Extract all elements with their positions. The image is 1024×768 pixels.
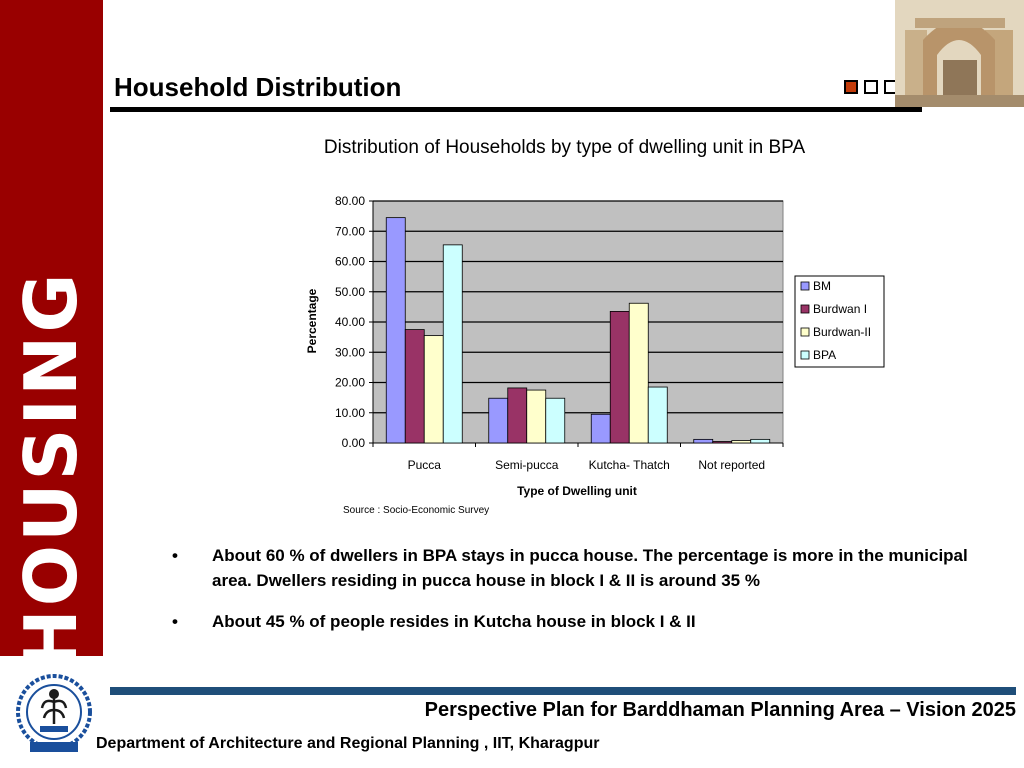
x-tick-label: Not reported [698,458,766,472]
legend-swatch [801,282,809,290]
title-divider [110,107,922,112]
bar [751,439,770,443]
nav-square-1[interactable] [844,80,858,94]
section-label: HOUSING [9,270,93,670]
x-tick-label: Semi-pucca [495,458,559,472]
bar [443,245,462,443]
chart-title: Distribution of Households by type of dwelling unit in BPA [323,137,806,158]
y-axis-label: Percentage [305,288,319,354]
x-axis-label: Type of Dwelling unit [517,484,637,498]
footer-plan-title: Perspective Plan for Barddhaman Planning Area – Vision 2025 [424,699,1016,721]
bar [546,398,565,443]
bar [405,330,424,443]
slide-nav [844,80,898,94]
heritage-gate-photo [895,0,1024,107]
x-tick-label: Pucca [407,458,441,472]
bar [591,414,610,443]
legend-swatch [801,305,809,313]
legend-label: Burdwan I [813,302,868,316]
bullet-list [172,543,1012,650]
legend-label: BM [813,279,831,293]
footer-department: Department of Architecture and Regional Planning , IIT, Kharagpur [96,735,600,752]
bar [732,441,751,443]
legend-label: Burdwan-II [813,325,872,339]
legend-swatch [801,328,809,336]
bar [648,387,667,443]
y-tick-label: 50.00 [334,284,365,299]
bar-chart [290,185,910,525]
y-tick-label: 60.00 [334,254,365,269]
bar [527,390,546,443]
y-tick-label: 20.00 [334,375,365,390]
bar [424,336,443,443]
x-tick-label: Kutcha- Thatch [588,458,670,472]
bar [713,441,732,443]
bullet-text: About 60 % of dwellers in BPA stays in pucca house. The percentage is more in the municipal area. Dwellers residing in pucca house in block I & II is around 35 % [212,546,968,590]
y-tick-label: 40.00 [334,315,365,329]
y-tick-label: 0.00 [341,436,365,450]
y-tick-label: 30.00 [334,345,365,360]
source-note: Source : Socio-Economic Survey [343,505,490,516]
bullet-item [172,543,1012,593]
page-title: Household Distribution [114,72,402,102]
bar [489,398,508,443]
side-band [0,0,103,670]
legend [795,276,884,367]
bar [508,388,527,443]
nav-square-2[interactable] [864,80,878,94]
footer-divider [110,687,1016,695]
legend-swatch [801,351,809,359]
bar [629,303,648,443]
bullet-dot: • [172,546,178,565]
legend-label: BPA [813,348,837,362]
bar [694,439,713,443]
y-tick-label: 80.00 [334,194,365,208]
y-tick-label: 10.00 [334,405,365,420]
y-tick-label: 70.00 [334,224,365,239]
bullet-item [172,609,1012,634]
bar [386,218,405,443]
bullet-dot: • [172,612,178,631]
iit-kharagpur-logo [16,672,92,761]
bar [610,311,629,443]
bullet-text: About 45 % of people resides in Kutcha house in block I & II [212,612,696,631]
